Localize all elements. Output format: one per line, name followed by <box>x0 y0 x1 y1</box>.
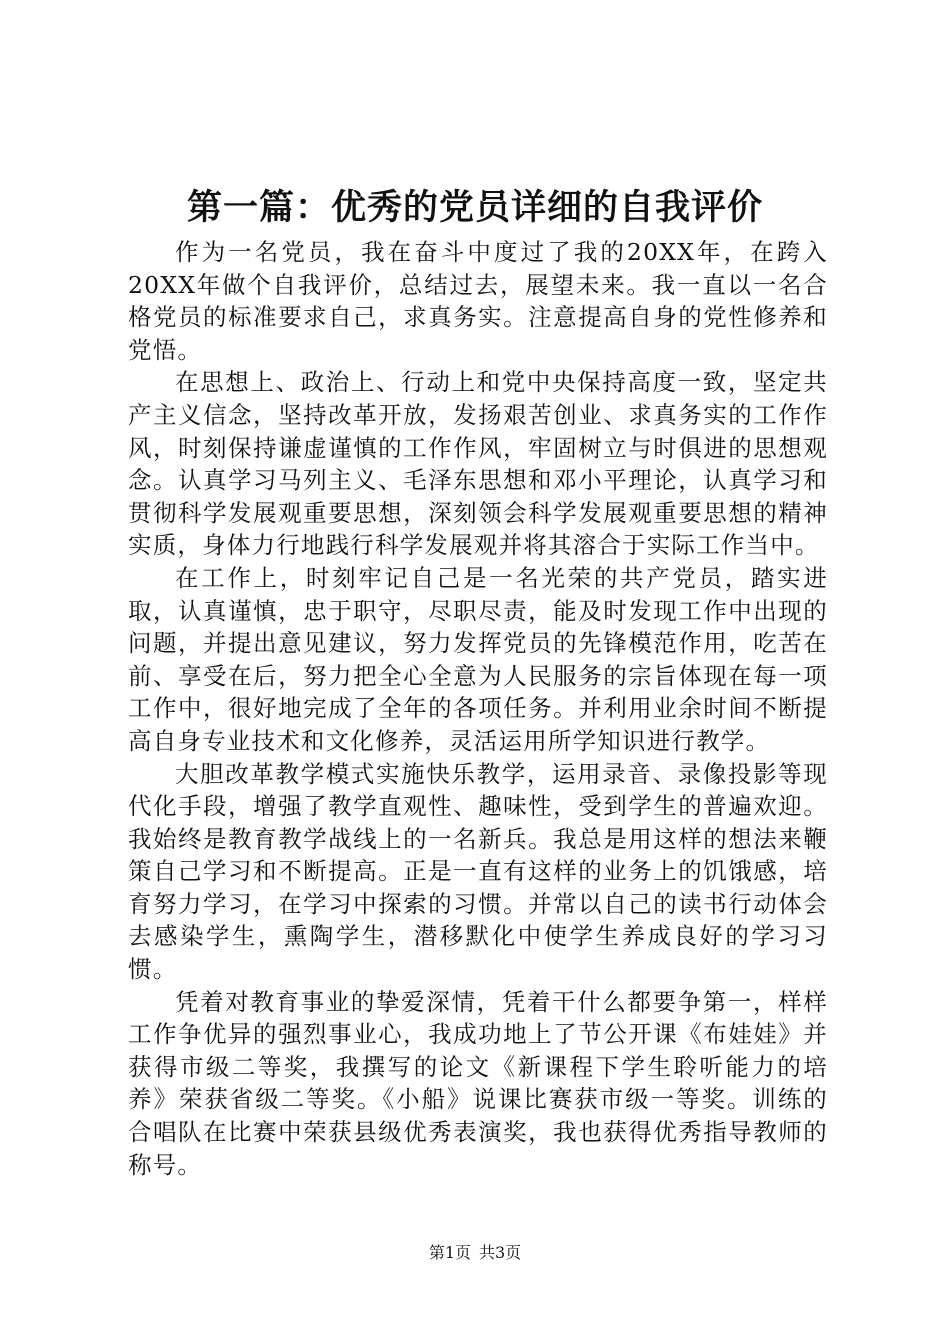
paragraph-4: 大胆改革教学模式实施快乐教学，运用录音、录像投影等现代化手段，增强了教学直观性、趣味性，受到学生的普遍欢迎。我始终是教育教学战线上的一名新兵。我总是用这样的想法来鞭策自己学习和不断提高。正是一直有这样的业务上的饥饿感，培育努力学习，在学习中探索的习惯。并常以自己的读书行动体会去感染学生，熏陶学生，潜移默化中使学生养成良好的学习习惯。 <box>128 759 828 984</box>
document-title: 第一篇：优秀的党员详细的自我评价 <box>186 187 763 228</box>
paragraph-5: 凭着对教育事业的挚爱深情，凭着干什么都要争第一，样样工作争优异的强烈事业心，我成功地上了节公开课《布娃娃》并获得市级二等奖，我撰写的论文《新课程下学生聆听能力的培养》荣获省级二等奖。《小船》说课比赛获市级一等奖。训练的合唱队在比赛中荣获县级优秀表演奖，我也获得优秀指导教师的称号。 <box>128 987 828 1179</box>
page-number: 第1页 <box>428 1243 471 1262</box>
paragraph-2: 在思想上、政治上、行动上和党中央保持高度一致，坚定共产主义信念，坚持改革开放，发扬艰苦创业、求真务实的工作作风，时刻保持谦虚谨慎的工作作风，牢固树立与时俱进的思想观念。认真学习马列主义、毛泽东思想和邓小平理论，认真学习和贯彻科学发展观重要思想，深刻领会科学发展观重要思想的精神实质，身体力行地践行科学发展观并将其溶合于实际工作当中。 <box>128 368 828 560</box>
paragraph-3: 在工作上，时刻牢记自己是一名光荣的共产党员，踏实进取，认真谨慎，忠于职守，尽职尽责，能及时发现工作中出现的问题，并提出意见建议，努力发挥党员的先锋模范作用，吃苦在前、享受在后，努力把全心全意为人民服务的宗旨体现在每一项工作中，很好地完成了全年的各项任务。并利用业余时间不断提高自身专业技术和文化修养，灵活运用所学知识进行教学。 <box>128 563 828 755</box>
document-body <box>128 236 828 1181</box>
page-total: 共3页 <box>479 1243 522 1262</box>
paragraph-1: 作为一名党员，我在奋斗中度过了我的20XX年，在跨入20XX年做个自我评价，总结过去，展望未来。我一直以一名合格党员的标准要求自己，求真务实。注意提高自身的党性修养和党悟。 <box>128 238 828 364</box>
page-footer <box>0 1243 950 1263</box>
